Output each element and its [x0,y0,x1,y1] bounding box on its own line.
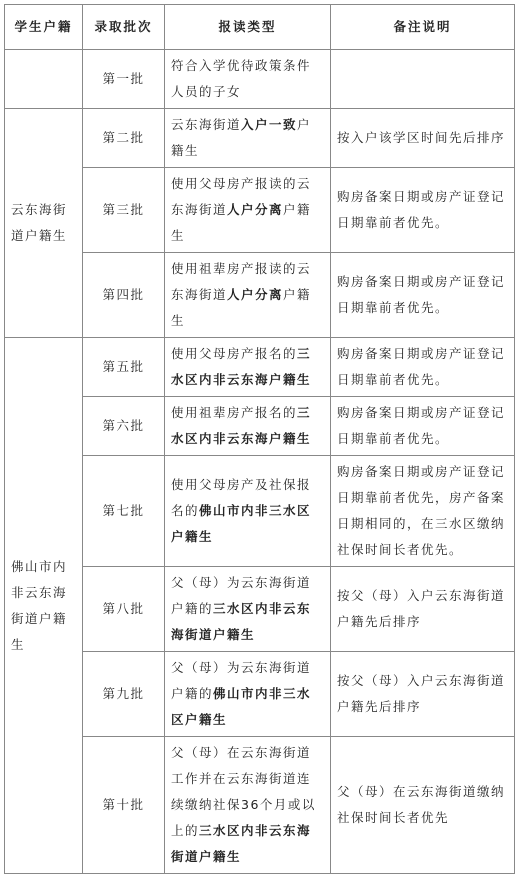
household-group-cell: 佛山市内非云东海街道户籍生 [5,338,83,874]
enroll-type-emphasis: 三水区内非云东海街道户籍生 [171,601,312,642]
batch-cell: 第八批 [83,567,165,652]
enroll-type-text: 父（母）在云东海街道工作并在云东海街道连续缴纳社保36个月或以上的 [171,745,316,838]
header-cell: 录取批次 [83,5,165,50]
table-row [5,109,515,168]
header-row [5,5,515,50]
batch-cell: 第十批 [83,737,165,874]
enroll-type-cell [165,50,331,109]
header-cell: 备注说明 [331,5,515,50]
batch-cell: 第六批 [83,397,165,456]
enroll-type-text: 使用父母房产报读的云东海街道 [171,176,312,217]
note-cell: 购房备案日期或房产证登记日期靠前者优先，房产备案日期相同的，在三水区缴纳社保时间长者优先。 [331,456,515,567]
note-cell: 购房备案日期或房产证登记日期靠前者优先。 [331,253,515,338]
note-cell: 购房备案日期或房产证登记日期靠前者优先。 [331,397,515,456]
household-group-cell: 云东海街道户籍生 [5,109,83,338]
enroll-type-cell [165,567,331,652]
note-cell: 按父（母）入户云东海街道户籍先后排序 [331,652,515,737]
header-cell: 报读类型 [165,5,331,50]
household-group-cell [5,50,83,109]
enroll-type-text: 户籍生 [171,202,312,243]
enroll-type-text: 云东海街道 [171,117,242,132]
enroll-type-cell [165,737,331,874]
enroll-type-emphasis: 人户分离 [227,202,284,217]
note-cell: 购房备案日期或房产证登记日期靠前者优先。 [331,338,515,397]
enroll-type-text: 户籍生 [171,287,312,328]
batch-cell: 第四批 [83,253,165,338]
enroll-type-text: 使用父母房产报名的 [171,346,298,361]
enroll-type-cell [165,338,331,397]
enroll-type-cell [165,397,331,456]
header-cell: 学生户籍 [5,5,83,50]
batch-cell: 第三批 [83,168,165,253]
batch-cell: 第五批 [83,338,165,397]
enroll-type-emphasis: 三水区内非云东海街道户籍生 [171,823,312,864]
note-cell: 按父（母）入户云东海街道户籍先后排序 [331,567,515,652]
enroll-type-text: 使用祖辈房产报读的云东海街道 [171,261,312,302]
batch-cell: 第一批 [83,50,165,109]
enroll-type-text: 使用祖辈房产报名的 [171,405,298,420]
enroll-type-text: 使用父母房产及社保报名的 [171,477,312,518]
enroll-type-emphasis: 三水区内非云东海户籍生 [171,405,312,446]
enroll-type-text: 户籍生 [171,117,312,158]
note-cell: 父（母）在云东海街道缴纳社保时间长者优先 [331,737,515,874]
note-cell: 按入户该学区时间先后排序 [331,109,515,168]
enroll-type-emphasis: 三水区内非云东海户籍生 [171,346,312,387]
enroll-type-cell [165,253,331,338]
note-cell [331,50,515,109]
table-row [5,338,515,397]
enroll-type-text: 符合入学优待政策条件人员的子女 [171,58,312,99]
enroll-type-text: 父（母）为云东海街道户籍的 [171,660,312,701]
note-cell: 购房备案日期或房产证登记日期靠前者优先。 [331,168,515,253]
enroll-type-cell [165,456,331,567]
batch-cell: 第九批 [83,652,165,737]
enroll-type-cell [165,109,331,168]
enroll-type-cell [165,168,331,253]
batch-cell: 第二批 [83,109,165,168]
enroll-type-emphasis: 佛山市内非三水区户籍生 [171,503,312,544]
enroll-type-emphasis: 人户分离 [227,287,284,302]
enroll-type-cell [165,652,331,737]
batch-cell: 第七批 [83,456,165,567]
table-row [5,50,515,109]
enroll-type-emphasis: 入户一致 [241,117,298,132]
enroll-type-text: 父（母）为云东海街道户籍的 [171,575,312,616]
enroll-type-emphasis: 佛山市内非三水区户籍生 [171,686,312,727]
enrollment-table [4,4,515,874]
